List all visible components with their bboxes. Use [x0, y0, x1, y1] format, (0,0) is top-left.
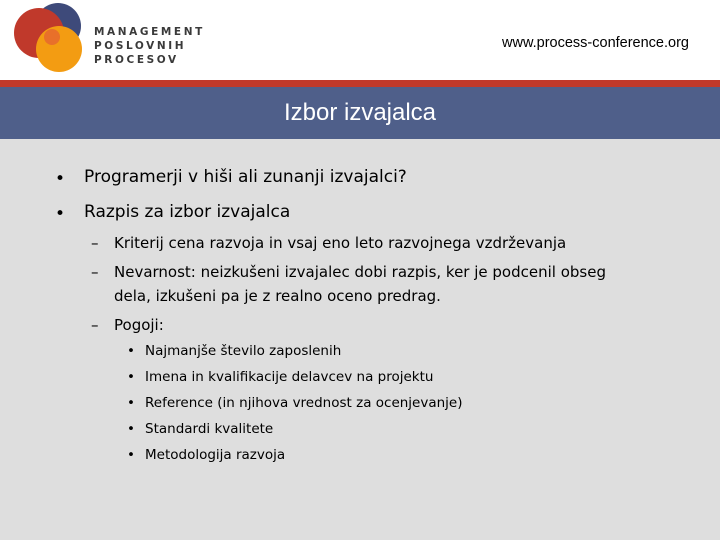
site-url: www.process-conference.org [502, 35, 689, 51]
sub-sub-bullet-item: Standardi kvalitete [145, 421, 274, 437]
sub-sub-bullet-item: Reference (in njihova vrednost za ocenjevanje) [145, 395, 463, 411]
sub-bullet-item: Nevarnost: neizkušeni izvajalec dobi razpis, ker je podcenil obseg [114, 263, 606, 281]
logo-line: MANAGEMENT [94, 26, 205, 38]
bullet-dot-icon: • [55, 204, 66, 224]
header [0, 0, 720, 80]
sub-bullet-item: Kriterij cena razvoja in vsaj eno leto razvojnega vzdrževanja [114, 234, 567, 252]
bullet-item: Razpis za izbor izvajalca [84, 202, 291, 222]
sub-bullet-item-continuation: dela, izkušeni pa je z realno oceno predrag. [114, 287, 441, 305]
bullet-dot-icon: • [55, 169, 66, 189]
bullet-item: Programerji v hiši ali zunanji izvajalci? [84, 167, 407, 187]
sub-bullet-item: Pogoji: [114, 316, 164, 334]
dash-icon: – [91, 316, 99, 334]
dash-icon: – [91, 263, 99, 281]
bullet-dot-icon: • [127, 395, 135, 411]
bullet-dot-icon: • [127, 447, 135, 463]
slide-content [0, 139, 720, 540]
dash-icon: – [91, 234, 99, 252]
title-bar [0, 87, 720, 139]
logo-text [94, 25, 205, 67]
sub-sub-bullet-item: Metodologija razvoja [145, 447, 286, 463]
logo-icon [10, 2, 86, 74]
logo-line: PROCESOV [94, 54, 179, 66]
bullet-dot-icon: • [127, 421, 135, 437]
sub-sub-bullet-item: Najmanjše število zaposlenih [145, 343, 342, 359]
logo-line: POSLOVNIH [94, 40, 187, 52]
slide-title: Izbor izvajalca [283, 99, 437, 126]
bullet-dot-icon: • [127, 369, 135, 385]
bullet-dot-icon: • [127, 343, 135, 359]
sub-sub-bullet-item: Imena in kvalifikacije delavcev na projektu [145, 369, 434, 385]
accent-divider [0, 80, 720, 87]
